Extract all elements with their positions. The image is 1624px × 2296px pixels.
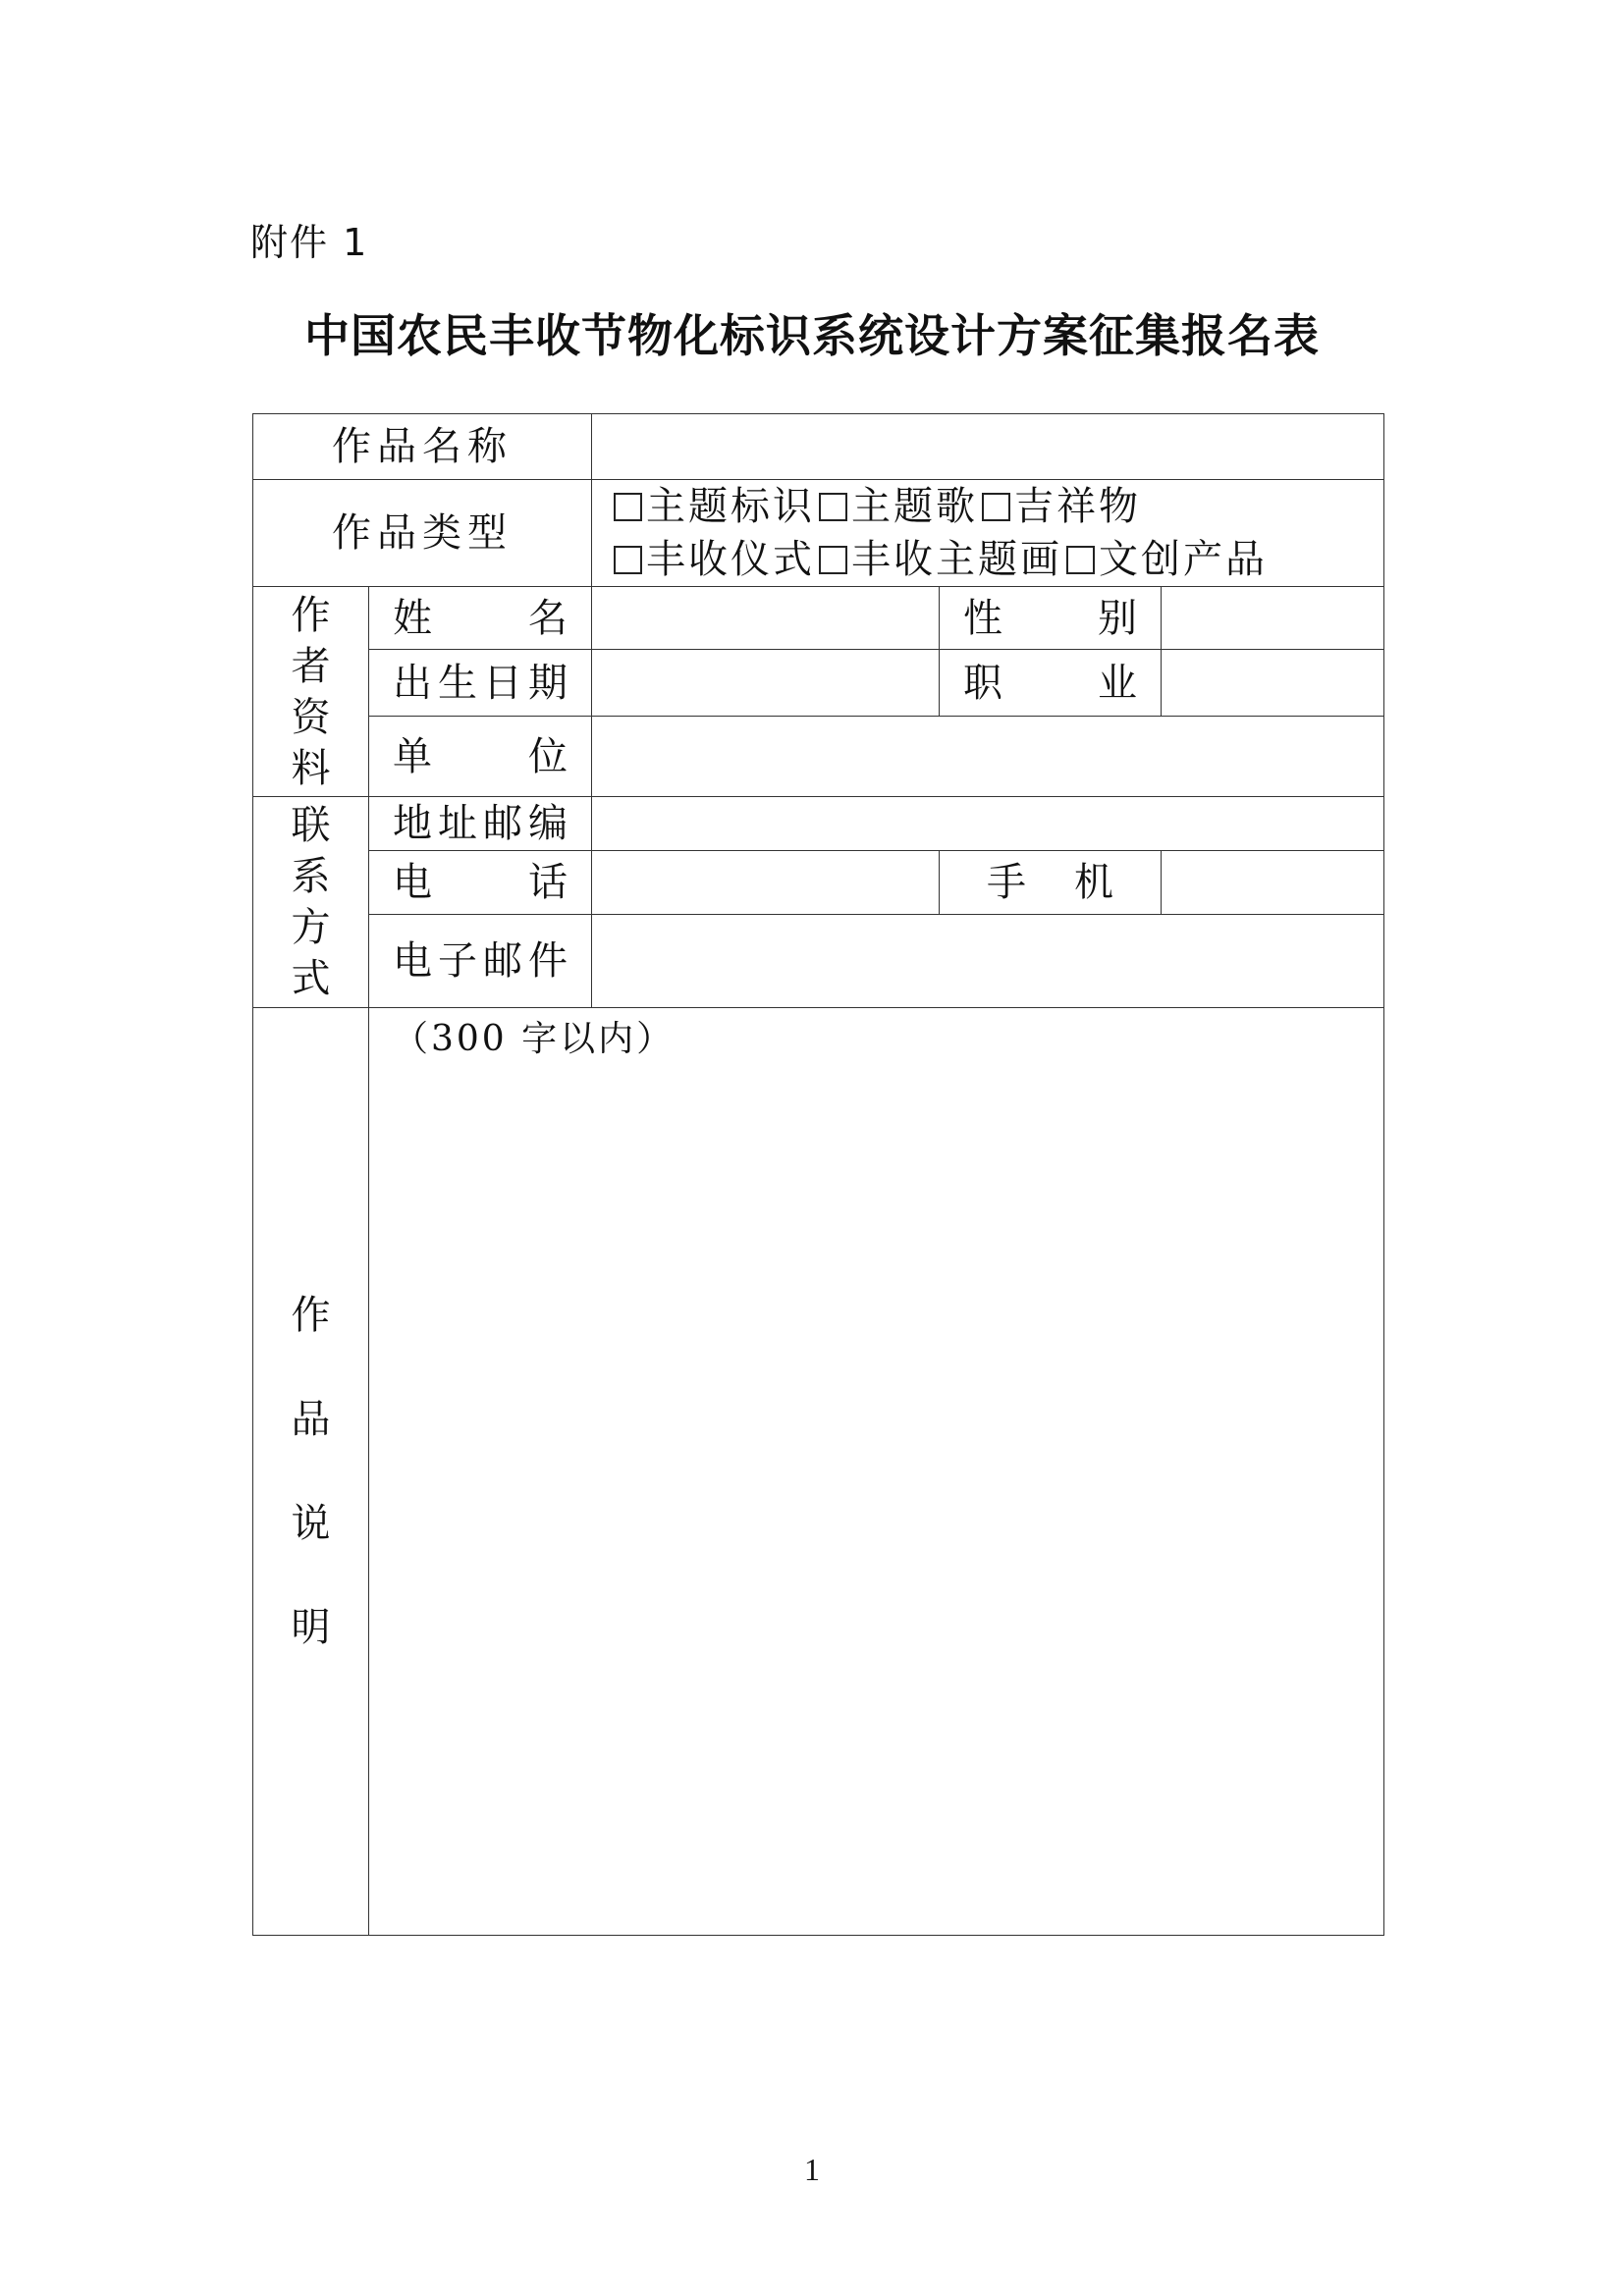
work-name-label: 作品名称: [253, 414, 592, 480]
work-type-options: [592, 480, 1384, 587]
row-description: [253, 1008, 1384, 1936]
name-field[interactable]: [592, 587, 940, 650]
option-theme-song: 主题歌: [851, 484, 978, 529]
address-label: 地址邮编: [369, 797, 592, 851]
work-name-field[interactable]: [592, 414, 1384, 480]
option-harvest-painting: 丰收主题画: [851, 537, 1062, 582]
checkbox-icon[interactable]: [1066, 546, 1095, 574]
checkbox-icon[interactable]: [614, 493, 642, 521]
gender-field[interactable]: [1162, 587, 1384, 650]
checkbox-icon[interactable]: [982, 493, 1010, 521]
row-phone-mobile: [253, 851, 1384, 915]
option-harvest-ceremony: 丰收仪式: [646, 537, 815, 582]
checkbox-icon[interactable]: [819, 546, 847, 574]
address-field[interactable]: [592, 797, 1384, 851]
attachment-label: 附件 1: [250, 221, 369, 264]
checkbox-icon[interactable]: [614, 546, 642, 574]
checkbox-icon[interactable]: [819, 493, 847, 521]
mobile-field[interactable]: [1162, 851, 1384, 915]
option-cultural-products: 文创产品: [1099, 537, 1268, 582]
row-email: [253, 915, 1384, 1008]
contact-section-label: 联 系 方 式: [253, 797, 369, 1008]
description-field[interactable]: [369, 1008, 1384, 1936]
mobile-label: 手 机: [940, 851, 1162, 915]
email-field[interactable]: [592, 915, 1384, 1008]
row-unit: [253, 717, 1384, 797]
row-work-type: [253, 480, 1384, 587]
occupation-field[interactable]: [1162, 650, 1384, 717]
option-theme-logo: 主题标识: [646, 484, 815, 529]
form-title: 中国农民丰收节物化标识系统设计方案征集报名表: [304, 309, 1320, 362]
gender-label: 性 别: [940, 587, 1162, 650]
occupation-label: 职 业: [940, 650, 1162, 717]
work-type-row-1: [610, 480, 1366, 533]
unit-field[interactable]: [592, 717, 1384, 797]
description-note: （300 字以内）: [393, 1019, 676, 1059]
phone-field[interactable]: [592, 851, 940, 915]
registration-form-table: [252, 413, 1384, 1936]
row-address: [253, 797, 1384, 851]
work-type-label: 作品类型: [253, 480, 592, 587]
author-section-label: 作 者 资 料: [253, 587, 369, 797]
description-section-label: 作 品 说 明: [253, 1008, 369, 1936]
page-number: 1: [804, 2152, 820, 2187]
option-mascot: 吉祥物: [1014, 484, 1141, 529]
birthdate-label: 出生日期: [369, 650, 592, 717]
birthdate-field[interactable]: [592, 650, 940, 717]
row-birthdate-occupation: [253, 650, 1384, 717]
row-name-gender: [253, 587, 1384, 650]
phone-label: 电 话: [369, 851, 592, 915]
work-type-row-2: [610, 533, 1366, 586]
unit-label: 单 位: [369, 717, 592, 797]
name-label: 姓 名: [369, 587, 592, 650]
email-label: 电子邮件: [369, 915, 592, 1008]
row-work-name: [253, 414, 1384, 480]
